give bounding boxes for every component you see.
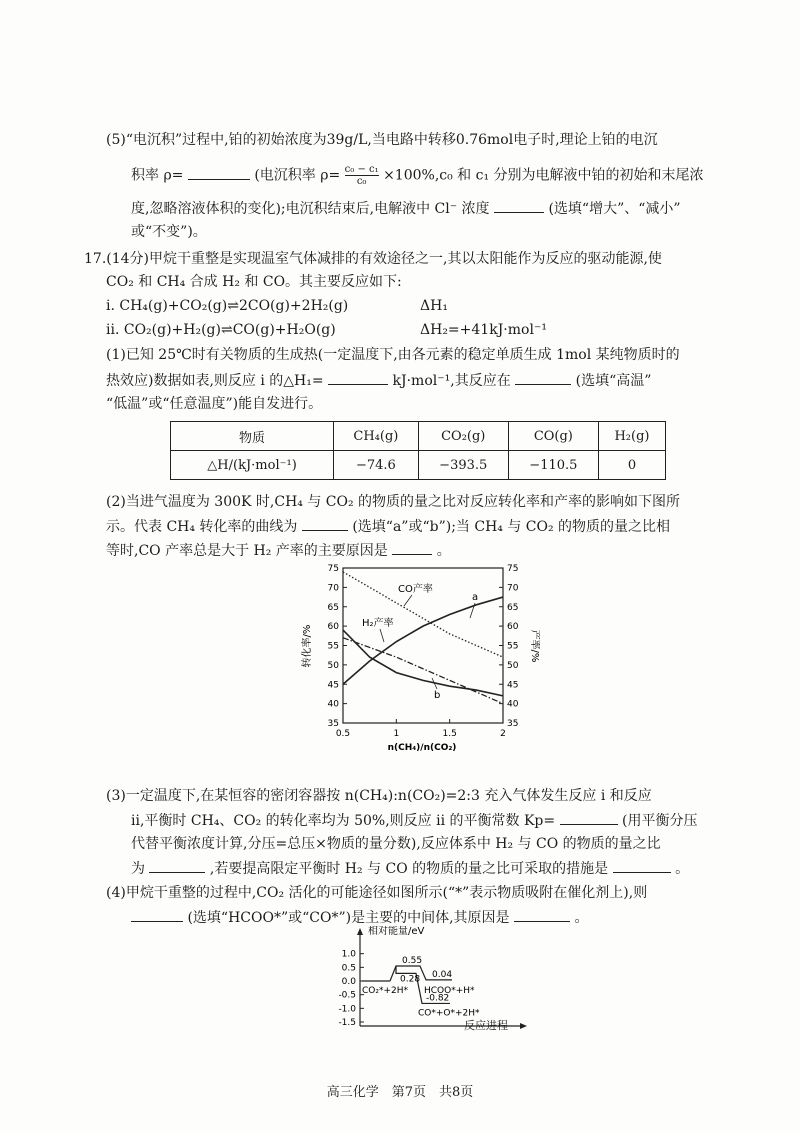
y-tick-label: 35 [327, 719, 339, 729]
y-tick-label: 55 [327, 641, 339, 652]
table-header: H₂(g) [598, 422, 665, 451]
energy-tick-label: -1.5 [338, 1018, 356, 1028]
answer-blank-curve[interactable] [302, 516, 348, 531]
y-axis-label: 转化率/% [302, 624, 313, 668]
p3-line2-b: (用平衡分压 [622, 813, 698, 829]
p3-line4-a: 为 [131, 861, 145, 877]
y2-tick-label: 55 [507, 641, 519, 652]
q5-line3-b: (选填“增大”、“减小” [548, 201, 681, 217]
leader-line [470, 603, 475, 618]
y2-axis-label: 产率/% [529, 629, 540, 663]
y2-tick-label: 60 [507, 622, 519, 633]
formation-heat-table [170, 421, 666, 480]
reaction-i-dh: ΔH₁ [420, 298, 448, 314]
state-label-co: CO*+O*+2H* [418, 1008, 480, 1019]
answer-blank-ratio[interactable] [149, 858, 205, 873]
energy-axis-label: 相对能量/eV [368, 926, 425, 937]
q5-line3 [131, 198, 681, 219]
state-label-hcoo: HCOO*+H* [424, 985, 475, 996]
p3-line4 [131, 858, 689, 879]
table-header: 物质 [171, 422, 334, 451]
y-axis-arrow-icon [357, 928, 363, 935]
q5-line2-a: 积率 ρ= [131, 167, 184, 184]
conversion-yield-chart [300, 560, 540, 755]
answer-blank-intermediate[interactable] [131, 907, 183, 922]
curve-label-a: a [472, 592, 479, 603]
answer-blank-reason-intermediate[interactable] [514, 907, 570, 922]
table-cell: −393.5 [418, 451, 508, 480]
x-tick-label: 1.5 [442, 729, 457, 739]
reaction-ii-dh: ΔH₂=+41kJ·mol⁻¹ [420, 322, 547, 338]
series-line-H₂产率 [343, 638, 503, 704]
y2-tick-label: 35 [507, 719, 519, 729]
energy-tick-label: 0.5 [341, 963, 356, 974]
p4-line2-b: 。 [574, 910, 589, 926]
y-tick-label: 70 [327, 583, 339, 594]
table-header-row [171, 422, 666, 451]
curve-label-co-yield: CO产率 [398, 584, 433, 595]
q5-line2-b: (电沉积率 ρ= [254, 167, 341, 184]
level-label-055: 0.55 [402, 955, 423, 966]
fraction-numerator: c₀ − c₁ [344, 164, 379, 175]
p1-line2-a: 热效应)数据如表,则反应 i 的△H₁= [106, 373, 324, 389]
level-label-028: 0.28 [400, 974, 421, 985]
p2-line3 [106, 540, 451, 561]
p1-line1: (1)已知 25℃时有关物质的生成热(一定温度下,由各元素的稳定单质生成 1mol 某纯物质时的 [106, 347, 680, 363]
q5-line4: 或“不变”)。 [131, 224, 207, 240]
p2-line2 [106, 516, 670, 537]
y-tick-label: 45 [327, 680, 339, 691]
p2-line3-a: 等时,CO 产率总是大于 H₂ 产率的主要原因是 [106, 543, 388, 559]
reaction-i: i. CH₄(g)+CO₂(g)⇌2CO(g)+2H₂(g) [106, 298, 349, 314]
answer-blank-rho[interactable] [188, 165, 250, 180]
p3-line1: (3)一定温度下,在某恒容的密闭容器按 n(CH₄):n(CO₂)=2:3 充入气体发生反应 i 和反应 [106, 788, 652, 804]
leader-line [404, 595, 412, 606]
y-tick-label: 50 [327, 660, 339, 671]
p3-line4-c: 。 [675, 861, 690, 877]
x-tick-label: 1 [393, 729, 400, 739]
answer-blank-reason-co[interactable] [392, 540, 432, 555]
p3-line2-a: ii,平衡时 CH₄、CO₂ 的转化率均为 50%,则反应 ii 的平衡常数 Kp= [131, 813, 556, 829]
y2-tick-label: 45 [507, 680, 519, 691]
leader-line [380, 629, 384, 642]
y-tick-label: 40 [327, 699, 339, 710]
table-header: CO(g) [508, 422, 598, 451]
table-cell: −74.6 [334, 451, 419, 480]
table-cell: −110.5 [508, 451, 598, 480]
p2-line2-b: (选填“a”或“b”);当 CH₄ 与 CO₂ 的物质的量之比相 [352, 519, 671, 535]
state-label-co2: CO₂*+2H* [362, 986, 409, 996]
answer-blank-cl[interactable] [494, 198, 544, 213]
energy-tick-label: -1.0 [338, 1004, 356, 1015]
table-cell: △H/(kJ·mol⁻¹) [171, 451, 334, 480]
y2-tick-label: 75 [507, 564, 519, 574]
energy-tick-label: -0.5 [338, 990, 356, 1001]
p2-line3-b: 。 [436, 543, 451, 559]
y2-tick-label: 50 [507, 660, 519, 671]
p2-line1: (2)当进气温度为 300K 时,CH₄ 与 CO₂ 的物质的量之比对反应转化率和产率的影响如下图所 [106, 494, 681, 510]
p1-line2-c: (选填“高温” [575, 373, 652, 389]
answer-blank-dh1[interactable] [328, 370, 388, 385]
y2-tick-label: 65 [507, 602, 519, 613]
p4-line2-a: (选填“HCOO*”或“CO*”)是主要的中间体,其原因是 [187, 910, 510, 926]
x-axis-label: n(CH₄)/n(CO₂) [387, 743, 457, 753]
table-cell: 0 [598, 451, 665, 480]
curve-label-h2-yield: H₂产率 [362, 618, 394, 629]
table-row [171, 451, 666, 480]
rate-fraction [345, 164, 379, 187]
q5-line2-c: ×100%,c₀ 和 c₁ 分别为电解液中铂的初始和末尾浓 [383, 167, 704, 184]
p1-line2-b: kJ·mol⁻¹,其反应在 [392, 373, 511, 389]
series-line-a [343, 597, 503, 684]
energy-tick-label: 1.0 [341, 949, 356, 960]
y2-tick-label: 40 [507, 699, 519, 710]
table-header: CO₂(g) [418, 422, 508, 451]
y-tick-label: 75 [327, 564, 339, 574]
table-header: CH₄(g) [334, 422, 419, 451]
p1-line2 [106, 370, 651, 391]
q5-line1: (5)“电沉积”过程中,铂的初始浓度为39g/L,当电路中转移0.76mol电子时,理论上铂的电沉 [106, 132, 658, 148]
p3-line4-b: ,若要提高限定平衡时 H₂ 与 CO 的物质的量之比可采取的措施是 [209, 861, 609, 877]
q17-intro1: 17.(14分)甲烷干重整是实现温室气体减排的有效途径之一,其以太阳能作为反应的驱动能源,使 [84, 251, 662, 267]
answer-blank-kp[interactable] [560, 810, 618, 825]
x-tick-label: 2 [500, 729, 506, 739]
q5-line3-a: 度,忽略溶液体积的变化);电沉积结束后,电解液中 Cl⁻ 浓度 [131, 201, 490, 217]
y-tick-label: 60 [327, 622, 339, 633]
curve-label-b: b [434, 690, 441, 701]
p4-line2 [131, 907, 588, 928]
p1-line3: “低温”或“任意温度”)能自发进行。 [106, 396, 323, 412]
x-axis-arrow-icon [520, 1023, 527, 1029]
y-tick-label: 65 [327, 602, 339, 613]
q5-line2 [131, 164, 704, 187]
answer-blank-spontaneity[interactable] [515, 370, 571, 385]
p4-line1: (4)甲烷干重整的过程中,CO₂ 活化的可能途径如图所示(“*”表示物质吸附在催化剂上),则 [106, 885, 648, 901]
answer-blank-measure[interactable] [613, 858, 671, 873]
reaction-progress-label: 反应进程 [464, 1019, 508, 1032]
level-label-neg082: -0.82 [426, 993, 450, 1004]
energy-tick-label: 0.0 [341, 977, 356, 987]
p2-line2-a: 示。代表 CH₄ 转化率的曲线为 [106, 519, 298, 535]
reaction-ii: ii. CO₂(g)+H₂(g)⇌CO(g)+H₂O(g) [106, 322, 336, 338]
x-tick-label: 0.5 [335, 729, 351, 739]
fraction-denominator: c₀ [356, 176, 367, 187]
level-label-004: 0.04 [432, 969, 453, 980]
p3-line3: 代替平衡浓度计算,分压=总压×物质的量分数),反应体系中 H₂ 与 CO 的物质的量之比 [131, 836, 661, 852]
page-footer: 高三化学 第7页 共8页 [326, 1085, 474, 1100]
y2-tick-label: 70 [507, 583, 519, 594]
p3-line2 [131, 810, 698, 831]
q17-intro2: CO₂ 和 CH₄ 合成 H₂ 和 CO。其主要反应如下: [106, 274, 402, 290]
